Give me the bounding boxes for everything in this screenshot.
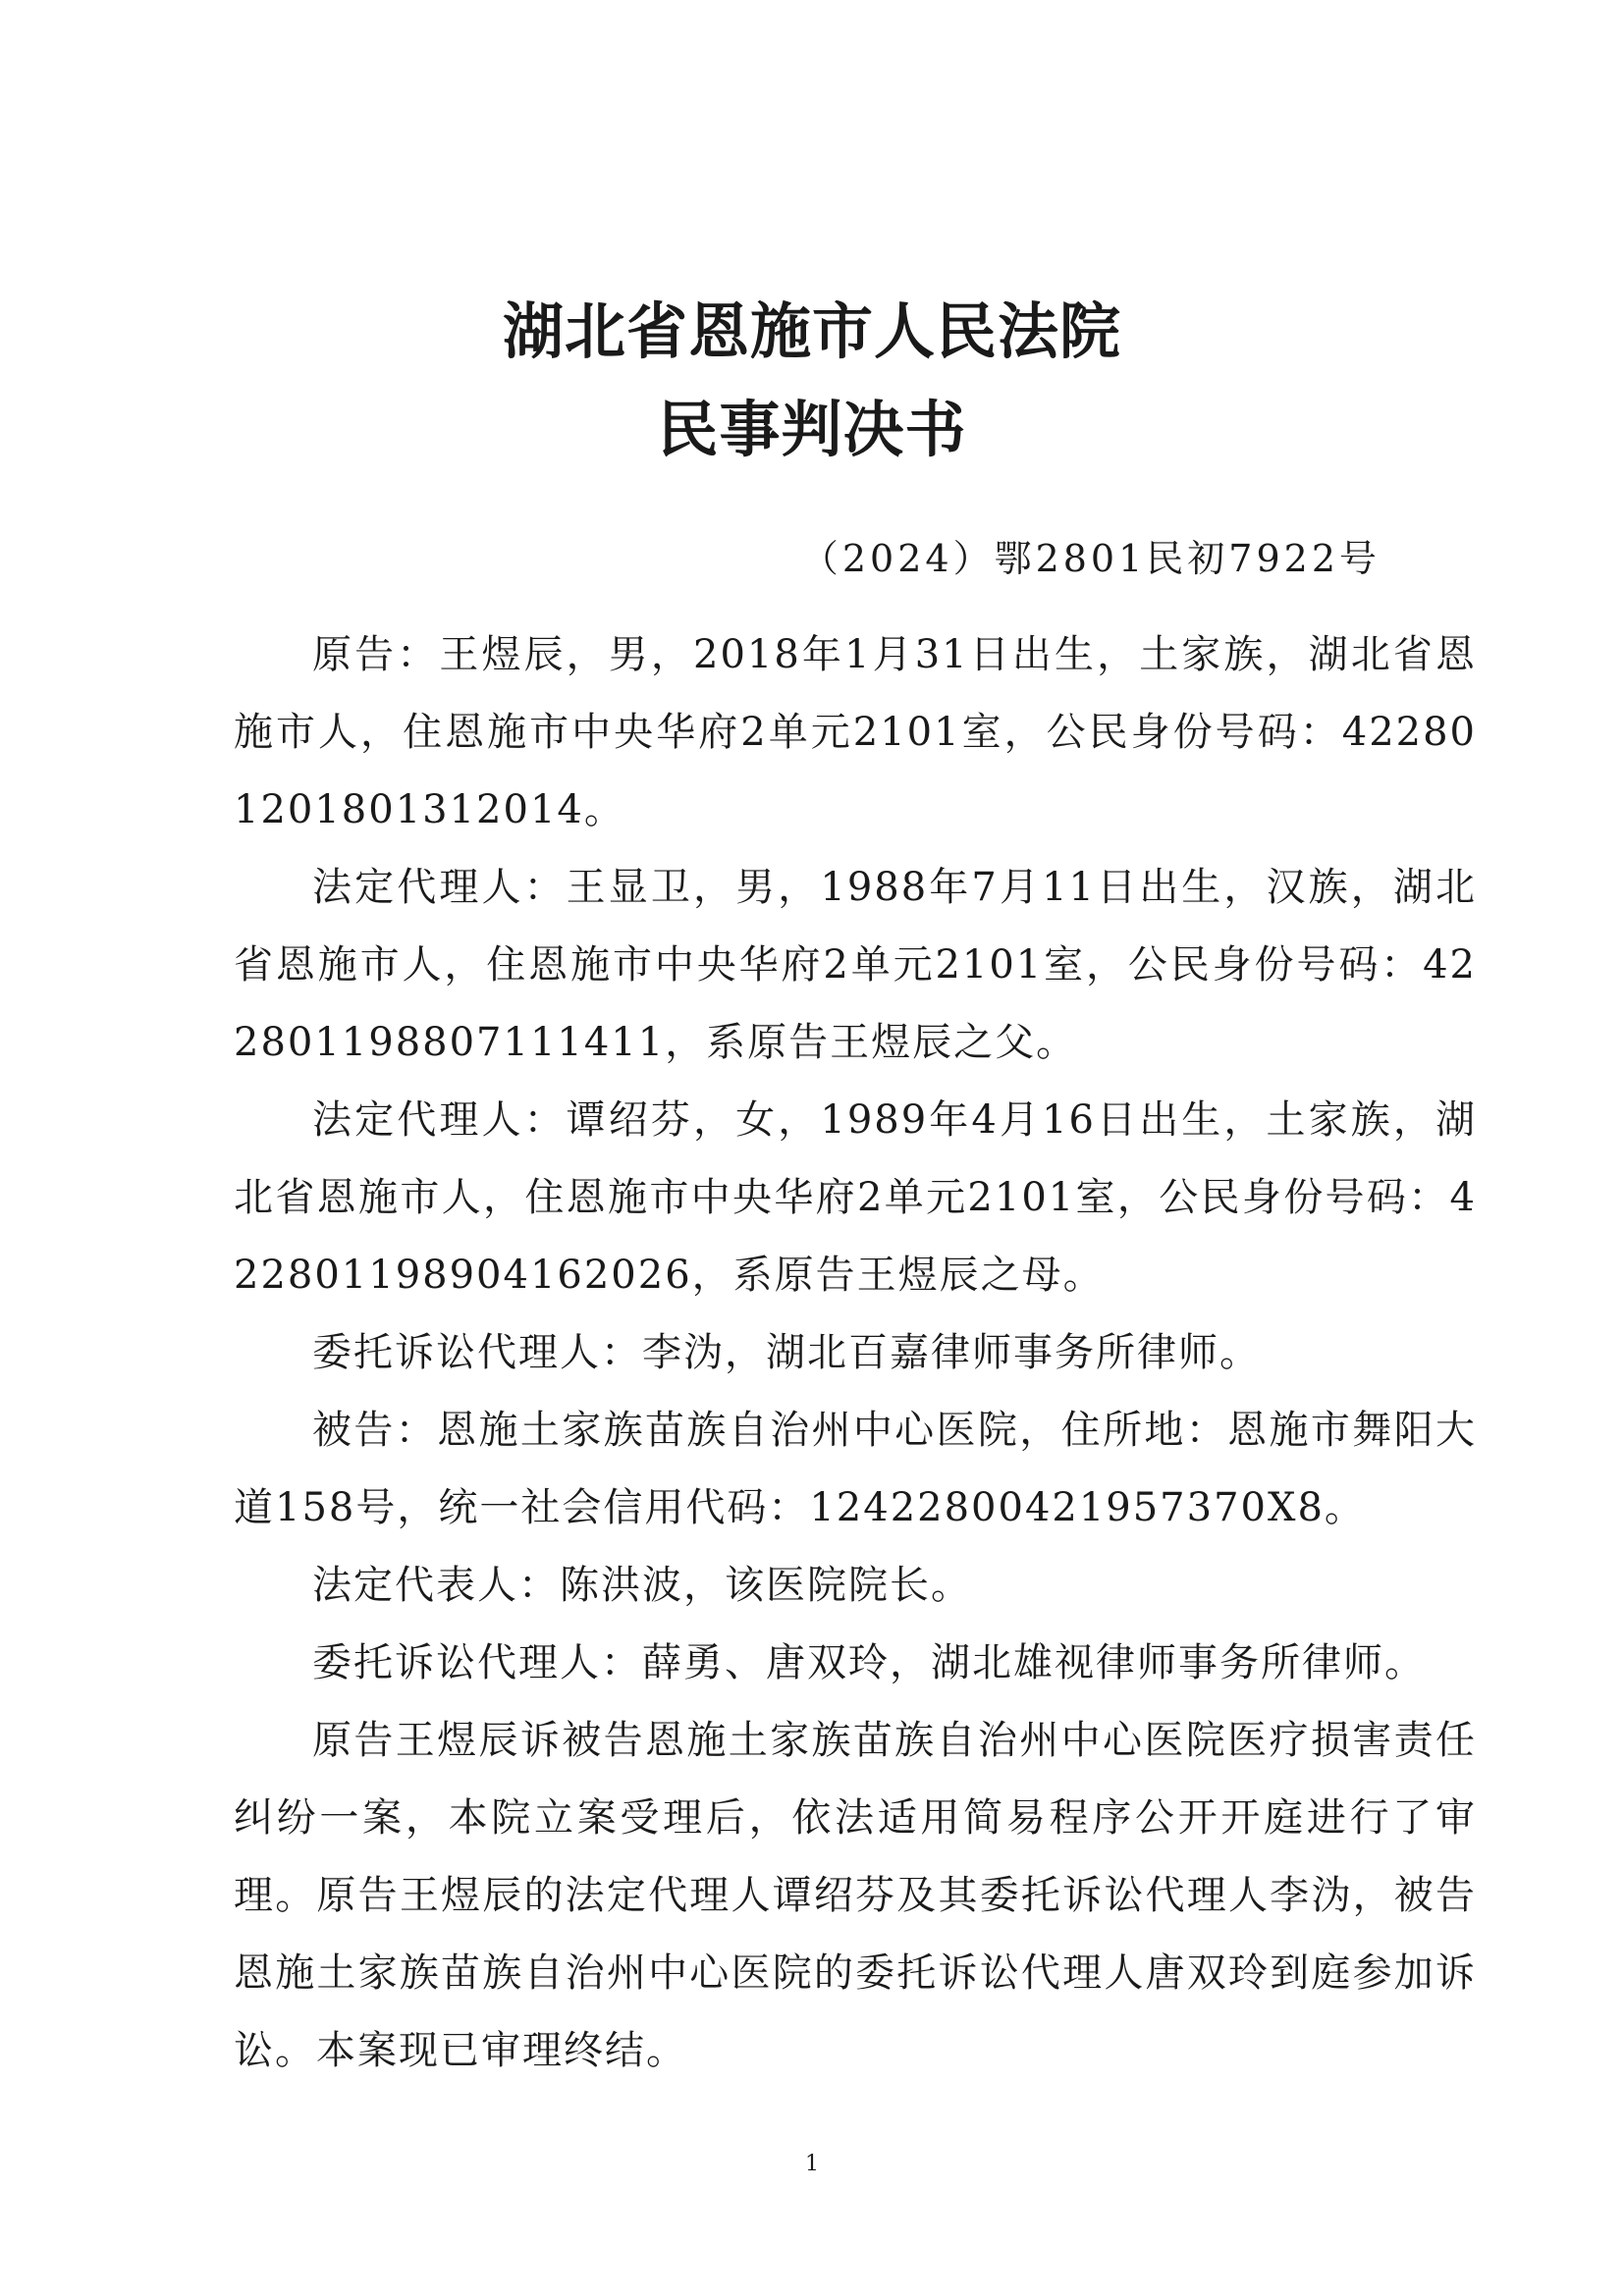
- page-number: 1: [805, 2152, 819, 2176]
- plaintiff-paragraph: 原告：王煜辰，男，2018年1月31日出生，土家族，湖北省恩施市人，住恩施市中央华府2单元2101室，公民身份号码：422801201801312014。: [234, 632, 1477, 832]
- case-number: （2024）鄂2801民初7922号: [800, 537, 1380, 580]
- document-body: [234, 616, 1477, 2090]
- case-summary-paragraph: 原告王煜辰诉被告恩施土家族苗族自治州中心医院医疗损害责任纠纷一案，本院立案受理后，依法适用简易程序公开开庭进行了审理。原告王煜辰的法定代理人谭绍芬及其委托诉讼代理人李沩，被告恩施土家族苗族自治州中心医院的委托诉讼代理人唐双玲到庭参加诉讼。本案现已审理终结。: [234, 1718, 1477, 2073]
- defendant-paragraph: 被告：恩施土家族苗族自治州中心医院，住所地：恩施市舞阳大道158号，统一社会信用代码：12422800421957370X8。: [234, 1408, 1477, 1530]
- legal-representative-father-paragraph: 法定代理人：王显卫，男，1988年7月11日出生，汉族，湖北省恩施市人，住恩施市中央华府2单元2101室，公民身份号码：422801198807111411，系原告王煜辰之父。: [234, 865, 1477, 1065]
- plaintiff-attorney-paragraph: 委托诉讼代理人：李沩，湖北百嘉律师事务所律师。: [312, 1330, 1261, 1375]
- court-name: 湖北省恩施市人民法院: [502, 295, 1121, 367]
- legal-representative-mother-paragraph: 法定代理人：谭绍芬，女，1989年4月16日出生，土家族，湖北省恩施市人，住恩施市中央华府2单元2101室，公民身份号码：422801198904162026，系原告王煜辰之母。: [234, 1097, 1477, 1298]
- defendant-legal-representative-paragraph: 法定代表人：陈洪波，该医院院长。: [312, 1563, 972, 1608]
- document-type-title: 民事判决书: [657, 394, 967, 465]
- defendant-attorney-paragraph: 委托诉讼代理人：薛勇、唐双玲，湖北雄视律师事务所律师。: [312, 1640, 1426, 1685]
